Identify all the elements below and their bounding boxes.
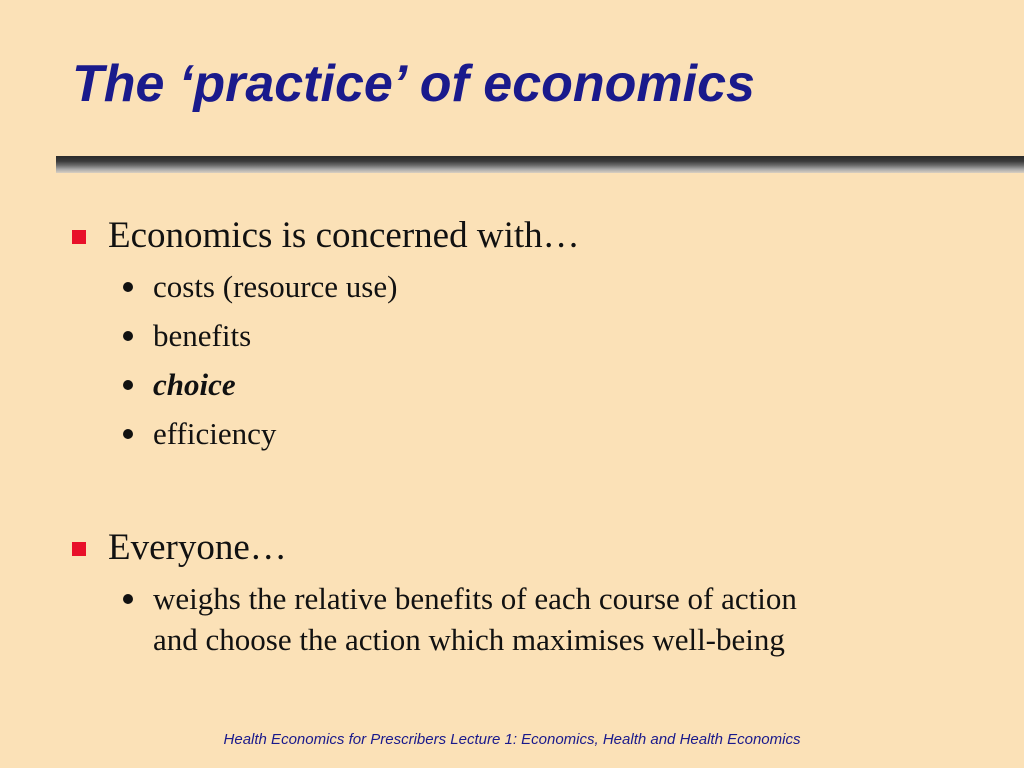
list-item-continuation: and choose the action which maximises well-being [153,622,785,657]
list-item: efficiency [153,416,277,451]
section-heading: Economics is concerned with… [108,215,580,256]
round-dot-bullet-icon [123,380,133,390]
list-item: costs (resource use) [153,269,398,304]
list-item: weighs the relative benefits of each course of action [153,581,797,616]
slide-title: The ‘practice’ of economics [72,55,755,113]
round-dot-bullet-icon [123,282,133,292]
red-square-bullet-icon [72,230,86,244]
list-item-emphasis: choice [153,367,236,402]
list-item: benefits [153,318,252,353]
red-square-bullet-icon [72,542,86,556]
section-heading: Everyone… [108,527,287,568]
round-dot-bullet-icon [123,429,133,439]
round-dot-bullet-icon [123,594,133,604]
slide-footer: Health Economics for Prescribers Lecture 1: Economics, Health and Health Economics [223,731,801,748]
round-dot-bullet-icon [123,331,133,341]
